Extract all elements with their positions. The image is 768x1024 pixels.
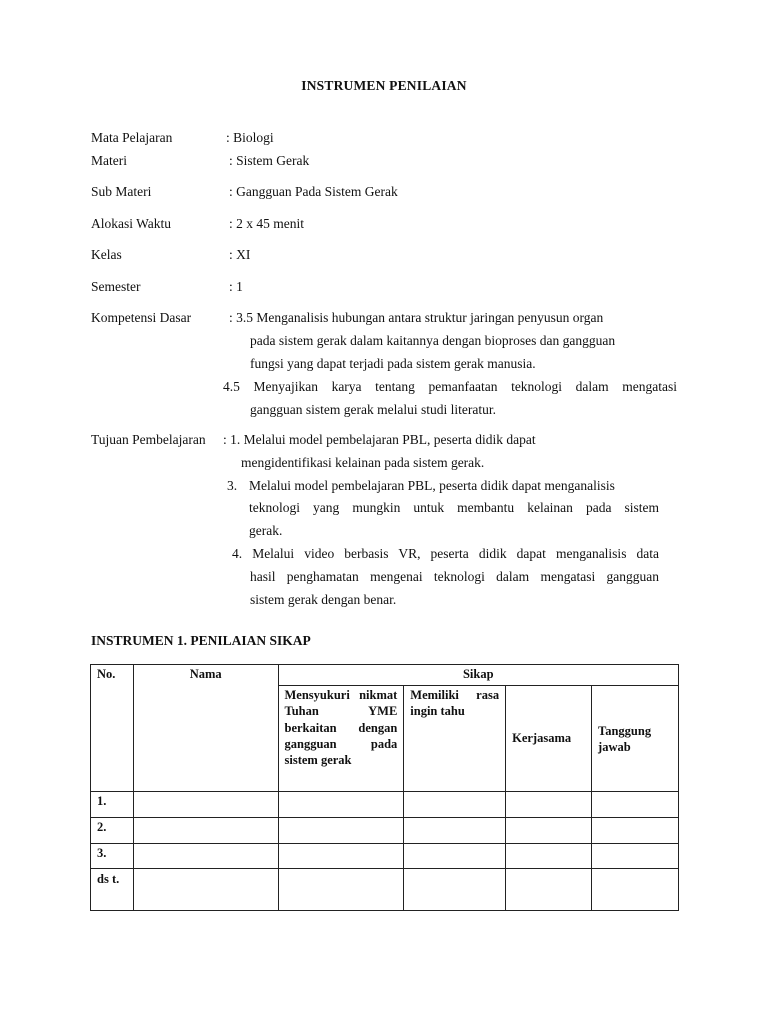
field-kelas-value: : XI [229, 247, 251, 262]
cell-nama[interactable] [133, 792, 278, 818]
cell-score[interactable] [592, 792, 679, 818]
kompetensi-dasar-label: Kompetensi Dasar [91, 310, 192, 325]
header-no: No. [91, 665, 134, 792]
table-row [91, 818, 679, 844]
table-row [91, 869, 679, 911]
field-sub-materi-label: Sub Materi [91, 184, 152, 199]
field-alokasi-waktu-label: Alokasi Waktu [91, 216, 172, 231]
section-title: INSTRUMEN 1. PENILAIAN SIKAP [91, 633, 311, 648]
tujuan-4-line-3: sistem gerak dengan benar. [250, 592, 397, 607]
tujuan-4-line-1: 4. Melalui video berbasis VR, peserta didik dapat menganalisis data [232, 546, 659, 561]
cell-score[interactable] [404, 844, 506, 869]
header-mensyukuri: Mensyukuri nikmat Tuhan YME berkaitan dengan gangguan pada sistem gerak [278, 686, 404, 792]
row-number: 3. [91, 844, 134, 869]
field-materi-label: Materi [91, 153, 127, 168]
field-alokasi-waktu-value: : 2 x 45 menit [229, 216, 304, 231]
tujuan-3-number: 3. [227, 478, 238, 493]
cell-score[interactable] [506, 869, 592, 911]
cell-score[interactable] [506, 818, 592, 844]
header-nama: Nama [133, 665, 278, 792]
page-title: INSTRUMEN PENILAIAN [301, 78, 467, 93]
header-sikap: Sikap [278, 665, 679, 686]
field-materi-value: : Sistem Gerak [229, 153, 310, 168]
header-kerjasama: Kerjasama [506, 686, 592, 792]
row-number: 2. [91, 818, 134, 844]
tujuan-1-line-1: : 1. Melalui model pembelajaran PBL, peserta didik dapat [223, 432, 536, 447]
kd-2-line-1: 4.5 Menyajikan karya tentang pemanfaatan teknologi dalam mengatasi [223, 379, 677, 394]
cell-nama[interactable] [133, 869, 278, 911]
cell-score[interactable] [278, 844, 404, 869]
tujuan-3-line-1: Melalui model pembelajaran PBL, peserta didik dapat menganalisis [249, 478, 615, 493]
tujuan-4-line-2: hasil penghamatan mengenai teknologi dalam mengatasi gangguan [250, 569, 659, 584]
cell-score[interactable] [278, 869, 404, 911]
cell-score[interactable] [278, 818, 404, 844]
cell-score[interactable] [592, 869, 679, 911]
cell-score[interactable] [278, 792, 404, 818]
kd-2-line-2: gangguan sistem gerak melalui studi literatur. [250, 402, 496, 417]
kd-1-line-3: fungsi yang dapat terjadi pada sistem gerak manusia. [250, 356, 536, 371]
field-mata-pelajaran-value: : Biologi [226, 130, 274, 145]
cell-score[interactable] [592, 844, 679, 869]
field-semester-label: Semester [91, 279, 141, 294]
kd-1-line-2: pada sistem gerak dalam kaitannya dengan bioproses dan gangguan [250, 333, 616, 348]
cell-score[interactable] [506, 792, 592, 818]
cell-nama[interactable] [133, 844, 278, 869]
cell-score[interactable] [592, 818, 679, 844]
field-mata-pelajaran-label: Mata Pelajaran [91, 130, 173, 145]
header-tanggung-jawab: Tanggung jawab [592, 686, 679, 792]
cell-score[interactable] [404, 869, 506, 911]
penilaian-sikap-table [90, 664, 679, 911]
field-kelas-label: Kelas [91, 247, 122, 262]
field-sub-materi-value: : Gangguan Pada Sistem Gerak [229, 184, 398, 199]
row-number: ds t. [91, 869, 134, 911]
header-rasa-ingin-tahu: Memiliki rasa ingin tahu [404, 686, 506, 792]
tujuan-pembelajaran-label: Tujuan Pembelajaran [91, 432, 206, 447]
field-semester-value: : 1 [229, 279, 243, 294]
table-row [91, 844, 679, 869]
kd-1-line-1: : 3.5 Menganalisis hubungan antara struktur jaringan penyusun organ [229, 310, 604, 325]
cell-score[interactable] [404, 792, 506, 818]
table-row [91, 792, 679, 818]
tujuan-1-line-2: mengidentifikasi kelainan pada sistem gerak. [241, 455, 485, 470]
row-number: 1. [91, 792, 134, 818]
tujuan-3-line-2: teknologi yang mungkin untuk membantu kelainan pada sistem [249, 500, 659, 515]
cell-score[interactable] [404, 818, 506, 844]
cell-nama[interactable] [133, 818, 278, 844]
cell-score[interactable] [506, 844, 592, 869]
tujuan-3-line-3: gerak. [249, 523, 283, 538]
